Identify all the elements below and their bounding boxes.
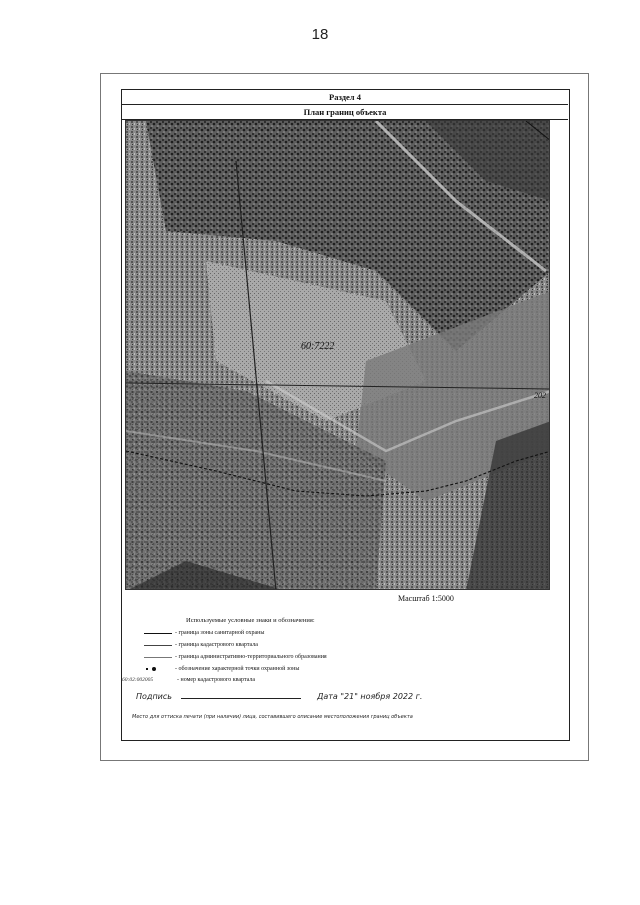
page-number: 18: [311, 26, 329, 43]
legend-item-cadastral-boundary: - граница кадастрового квартала: [144, 641, 258, 649]
legend-item-characteristic-point: - обозначение характерной точки охранной зоны: [144, 665, 299, 673]
plan-title: План границ объекта: [122, 105, 568, 120]
solid-line-icon: [144, 629, 172, 637]
legend-item-admin-boundary: - граница административно-территориального образования: [144, 653, 327, 661]
point-marker-icon: [144, 665, 172, 673]
map-label-quarter-right: 202: [534, 391, 546, 400]
thin-line-icon: [144, 641, 172, 649]
legend-title: Используемые условные знаки и обозначения:: [186, 617, 315, 624]
stamp-note: Место для оттиска печати (при наличии) лица, составившего описание местоположения границ объекта: [132, 714, 413, 720]
section-heading: Раздел 4: [122, 90, 568, 105]
signature-date: Дата "21" ноября 2022 г.: [317, 692, 423, 701]
document-sheet: [121, 89, 570, 741]
map-scale: Масштаб 1:5000: [398, 594, 454, 603]
signature-label: Подпись: [136, 692, 172, 701]
signature-row: [136, 692, 422, 701]
map-label-quarter: 60:7222: [301, 341, 335, 352]
satellite-map-image: [126, 121, 550, 590]
legend-item-sanitary-zone: - граница зоны санитарной охраны: [144, 629, 264, 637]
legend-item-cadastral-number: 60:02:002005 - номер кадастрового квартала: [122, 677, 256, 683]
cadastral-code-sample: 60:02:002005: [122, 677, 154, 683]
signature-line: [181, 698, 301, 699]
satellite-map: [125, 120, 550, 590]
admin-line-icon: [144, 653, 172, 661]
